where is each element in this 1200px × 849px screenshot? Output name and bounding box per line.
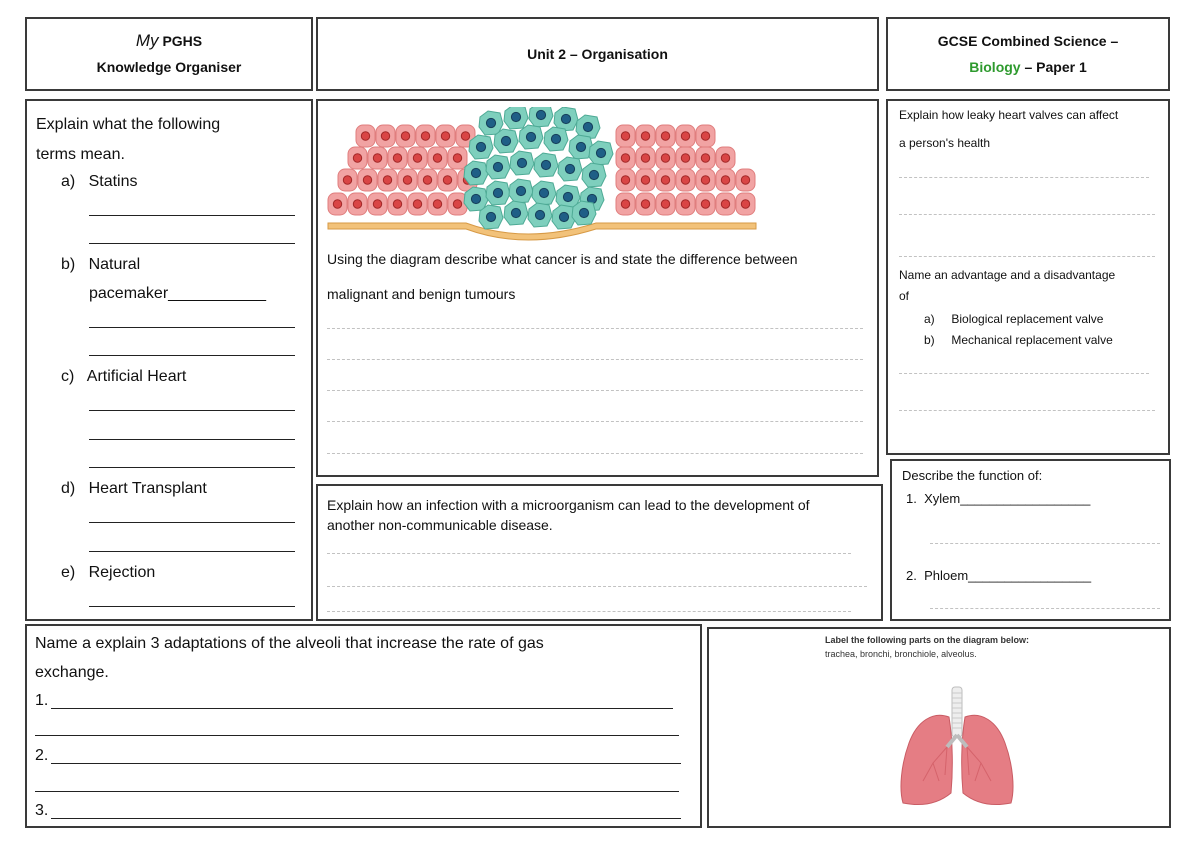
my-pghs-header [25, 17, 313, 91]
answer-line[interactable] [899, 256, 1155, 257]
answer-line[interactable] [51, 708, 673, 709]
cell-nucleus [721, 154, 729, 162]
cell-nucleus [363, 176, 371, 184]
terms-prompt-1: Explain what the following [36, 116, 221, 133]
alveoli-item-3: 3. [35, 802, 49, 819]
valves-question-2b: of [899, 289, 910, 303]
cell-nucleus [393, 200, 401, 208]
cell-nucleus [641, 154, 649, 162]
cell-nucleus [721, 200, 729, 208]
answer-line[interactable] [51, 763, 681, 764]
unit-header [316, 17, 879, 91]
cell-nucleus [661, 154, 669, 162]
lungs-diagram [893, 685, 1023, 811]
cell-nucleus [403, 176, 411, 184]
valve-label: Biological replacement valve [951, 312, 1104, 326]
cancer-cells-diagram [326, 107, 766, 249]
tumour-cells [464, 107, 613, 229]
cell-nucleus [511, 208, 520, 217]
valves-question-1b: a person's health [899, 136, 991, 150]
answer-line[interactable] [89, 327, 295, 328]
answer-line[interactable] [89, 439, 295, 440]
cell-nucleus [641, 176, 649, 184]
cell-nucleus [413, 154, 421, 162]
cell-nucleus [471, 194, 480, 203]
term-marker: b) [61, 256, 76, 273]
lungs-parts: trachea, bronchi, bronchiole, alveolus. [825, 649, 977, 659]
biology-label: Biology [969, 59, 1021, 75]
cell-nucleus [681, 176, 689, 184]
normal-cells [616, 125, 755, 215]
answer-line[interactable] [327, 390, 863, 391]
valve-marker: a) [924, 312, 935, 326]
cell-nucleus [701, 132, 709, 140]
answer-line[interactable] [327, 553, 851, 554]
cell-nucleus [471, 168, 480, 177]
cell-nucleus [453, 200, 461, 208]
cell-nucleus [661, 132, 669, 140]
valve-item-mechanical [924, 333, 1113, 347]
cell-nucleus [353, 200, 361, 208]
cancer-box [316, 99, 879, 477]
terms-prompt-2: terms mean. [36, 146, 125, 163]
answer-line[interactable] [930, 608, 1160, 609]
valve-item-biological [924, 312, 1103, 326]
valve-label: Mechanical replacement valve [951, 333, 1113, 347]
alveoli-item-2: 2. [35, 747, 49, 764]
term-statins [61, 169, 138, 195]
cell-nucleus [381, 132, 389, 140]
cell-nucleus [576, 142, 585, 151]
cell-nucleus [641, 132, 649, 140]
cell-nucleus [511, 112, 520, 121]
cell-nucleus [486, 212, 495, 221]
term-marker: c) [61, 368, 75, 385]
my-label: My [135, 31, 159, 50]
cell-nucleus [423, 176, 431, 184]
cell-nucleus [443, 176, 451, 184]
cell-nucleus [401, 132, 409, 140]
cell-nucleus [393, 154, 401, 162]
right-lung [962, 715, 1013, 804]
infection-box [316, 484, 883, 621]
cell-nucleus [535, 210, 544, 219]
answer-line[interactable] [51, 818, 681, 819]
cell-nucleus [493, 162, 502, 171]
term-label: Rejection [88, 564, 156, 581]
term-label: Statins [88, 173, 138, 190]
answer-line[interactable] [930, 543, 1160, 544]
paper-label: – Paper 1 [1024, 59, 1087, 75]
cell-nucleus [433, 154, 441, 162]
function-label: Phloem_________________ [924, 568, 1092, 583]
term-label: Artificial Heart [86, 368, 187, 385]
term-marker: a) [61, 173, 76, 190]
cell-nucleus [343, 176, 351, 184]
cell-nucleus [701, 200, 709, 208]
alveoli-question-1: Name a explain 3 adaptations of the alveoli that increase the rate of gas [35, 635, 544, 652]
cell-nucleus [551, 134, 560, 143]
answer-line[interactable] [327, 421, 863, 422]
term-marker: e) [61, 564, 76, 581]
cell-nucleus [421, 132, 429, 140]
cell-nucleus [621, 176, 629, 184]
cell-nucleus [621, 132, 629, 140]
answer-line[interactable] [89, 467, 295, 468]
cell-nucleus [441, 132, 449, 140]
alveoli-item-1: 1. [35, 692, 49, 709]
unit-title: Unit 2 – Organisation [527, 46, 668, 62]
function-label: Xylem__________________ [924, 491, 1091, 506]
valves-question-1: Explain how leaky heart valves can affect [899, 108, 1119, 122]
valves-question-2: Name an advantage and a disadvantage [899, 268, 1116, 282]
my-pghs-title [136, 28, 202, 54]
cell-nucleus [486, 118, 495, 127]
cell-nucleus [741, 176, 749, 184]
answer-line[interactable] [327, 586, 867, 587]
cell-nucleus [539, 188, 548, 197]
cell-nucleus [559, 212, 568, 221]
cell-nucleus [621, 154, 629, 162]
school-label: PGHS [162, 33, 203, 49]
cell-nucleus [493, 188, 502, 197]
cell-nucleus [373, 154, 381, 162]
cancer-question-1: Using the diagram describe what cancer is and state the difference between [327, 251, 798, 267]
answer-line[interactable] [327, 359, 863, 360]
cell-nucleus [433, 200, 441, 208]
answer-line[interactable] [89, 522, 295, 523]
answer-line[interactable] [89, 355, 295, 356]
cell-nucleus [501, 136, 510, 145]
cell-nucleus [579, 208, 588, 217]
answer-line[interactable] [327, 611, 851, 612]
course-title: GCSE Combined Science – [937, 33, 1119, 49]
valves-box [886, 99, 1170, 455]
organiser-label: Knowledge Organiser [96, 59, 242, 75]
term-rejection [61, 560, 155, 586]
cell-nucleus [681, 154, 689, 162]
cancer-question-2: malignant and benign tumours [327, 286, 516, 302]
terms-box [25, 99, 313, 621]
cell-nucleus [526, 132, 535, 141]
paper-line [969, 54, 1087, 80]
function-marker: 2. [906, 568, 917, 583]
answer-line[interactable] [899, 410, 1155, 411]
term-label: Natural [88, 256, 141, 273]
cell-nucleus [373, 200, 381, 208]
function-item-phloem [906, 568, 1091, 583]
cell-nucleus [353, 154, 361, 162]
lungs-instruction: Label the following parts on the diagram below: [825, 635, 1030, 645]
cell-nucleus [413, 200, 421, 208]
answer-line[interactable] [35, 791, 679, 792]
cell-nucleus [641, 200, 649, 208]
function-title: Describe the function of: [902, 468, 1043, 483]
alveoli-question-2: exchange. [35, 664, 109, 681]
cell-nucleus [681, 200, 689, 208]
cell-nucleus [661, 176, 669, 184]
answer-line[interactable] [899, 177, 1149, 178]
cell-nucleus [541, 160, 550, 169]
answer-line[interactable] [89, 243, 295, 244]
valve-marker: b) [924, 333, 935, 347]
left-lung [901, 715, 952, 804]
lungs-box [707, 627, 1171, 828]
cell-nucleus [476, 142, 485, 151]
term-artificial-heart [61, 364, 186, 390]
cell-nucleus [453, 154, 461, 162]
cell-nucleus [701, 154, 709, 162]
cell-nucleus [517, 158, 526, 167]
cell-nucleus [333, 200, 341, 208]
cell-nucleus [561, 114, 570, 123]
term-label: Heart Transplant [88, 480, 207, 497]
cell-nucleus [661, 200, 669, 208]
answer-line[interactable] [35, 735, 679, 736]
answer-line[interactable] [89, 410, 295, 411]
cell-nucleus [361, 132, 369, 140]
function-box [890, 459, 1171, 621]
cell-nucleus [565, 164, 574, 173]
cell-nucleus [516, 186, 525, 195]
course-header [886, 17, 1170, 91]
cell-nucleus [589, 170, 598, 179]
normal-cells [328, 125, 477, 215]
cell-nucleus [383, 176, 391, 184]
cell-nucleus [583, 122, 592, 131]
infection-question-2: another non-communicable disease. [327, 517, 553, 533]
term-marker: d) [61, 480, 76, 497]
answer-line[interactable] [327, 328, 863, 329]
function-item-xylem [906, 491, 1090, 506]
term-heart-transplant [61, 476, 207, 502]
trachea [952, 687, 962, 737]
answer-line[interactable] [89, 551, 295, 552]
infection-question-1: Explain how an infection with a microorganism can lead to the development of [327, 497, 810, 513]
cell-nucleus [563, 192, 572, 201]
answer-line[interactable] [899, 373, 1149, 374]
term-natural-pacemaker [61, 252, 140, 278]
cell-nucleus [536, 110, 545, 119]
cell-nucleus [461, 132, 469, 140]
answer-line[interactable] [89, 606, 295, 607]
answer-line[interactable] [89, 215, 295, 216]
term-label-cont: pacemaker___________ [89, 285, 267, 302]
cell-nucleus [621, 200, 629, 208]
answer-line[interactable] [899, 214, 1155, 215]
alveoli-box [25, 624, 702, 828]
cell-nucleus [721, 176, 729, 184]
cell-nucleus [741, 200, 749, 208]
function-marker: 1. [906, 491, 917, 506]
cell-nucleus [596, 148, 605, 157]
cell-nucleus [681, 132, 689, 140]
cell-nucleus [701, 176, 709, 184]
answer-line[interactable] [327, 453, 863, 454]
